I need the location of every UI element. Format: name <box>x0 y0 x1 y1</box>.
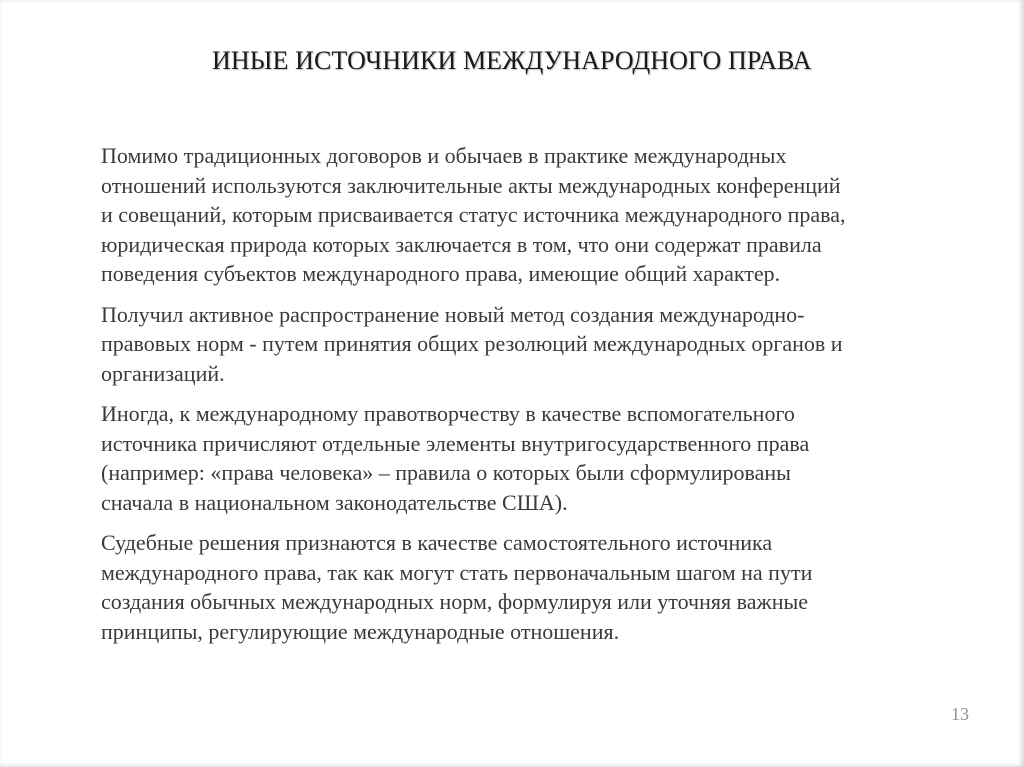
slide-title: ИНЫЕ ИСТОЧНИКИ МЕЖДУНАРОДНОГО ПРАВА <box>212 46 812 75</box>
paragraph-line: принципы, регулирующие международные отношения. <box>101 618 620 644</box>
paragraph-line: международного права, так как могут стать первоначальным шагом на пути <box>101 559 813 585</box>
paragraph-line: Иногда, к международному правотворчеству в качестве вспомогательного <box>101 401 795 426</box>
paragraph-line: организаций. <box>101 360 225 386</box>
paragraph-line: правовых норм - путем принятия общих резолюций международных органов и <box>101 331 843 356</box>
paragraph-line: создания обычных международных норм, формулируя или уточняя важные <box>101 589 809 614</box>
paragraph-line: сначала в национальном законодательстве США). <box>101 489 568 515</box>
paragraph-line: Судебные решения признаются в качестве самостоятельного источника <box>101 530 773 555</box>
paragraph-4 <box>101 528 981 646</box>
paragraph-line: поведения субъектов международного права, имеющие общий характер. <box>101 261 781 286</box>
paragraph-line: Получил активное распространение новый метод создания международно- <box>101 301 805 327</box>
paragraph-line: юридическая природа которых заключается в том, что они содержат правила <box>101 231 822 257</box>
paragraph-line: отношений используются заключительные акты международных конференций <box>101 172 841 198</box>
paragraph-1 <box>101 141 981 289</box>
paragraph-2 <box>101 300 981 389</box>
page-number: 13 <box>951 704 969 724</box>
paragraph-line: (например: «права человека» – правила о которых были сформулированы <box>101 460 791 485</box>
paragraph-3 <box>101 399 981 517</box>
paragraph-line: Помимо традиционных договоров и обычаев в практике международных <box>101 143 787 168</box>
slide-body <box>101 141 981 657</box>
paragraph-line: и совещаний, которым присваивается статус источника международного права, <box>101 202 846 227</box>
paragraph-line: источника причисляют отдельные элементы внутригосударственного права <box>101 430 810 456</box>
